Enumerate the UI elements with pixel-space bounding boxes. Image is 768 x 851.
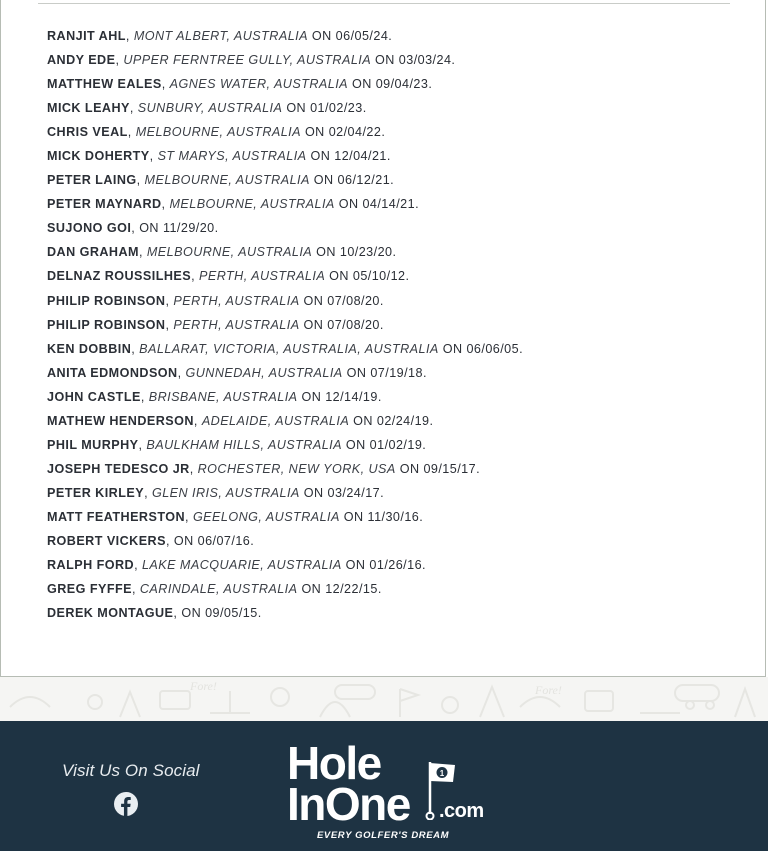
winner-name: JOSEPH TEDESCO JR [47,461,190,476]
winner-name: ROBERT VICKERS [47,533,166,548]
winner-name: RALPH FORD [47,558,135,573]
list-item: DAN GRAHAM, MELBOURNE, AUSTRALIA ON 10/23/20. [47,245,397,260]
winner-name: MATT FEATHERSTON [47,509,186,524]
winner-date: 07/08/20 [327,317,380,332]
list-item: PHILIP ROBINSON, PERTH, AUSTRALIA ON 07/08/20. [47,317,384,332]
winner-date: 07/08/20 [327,293,380,308]
list-item: JOHN CASTLE, BRISBANE, AUSTRALIA ON 12/14/19. [47,389,382,404]
list-item: DEREK MONTAGUE, ON 09/05/15. [47,606,262,621]
list-item: ANDY EDE, UPPER FERNTREE GULLY, AUSTRALIA ON 03/03/24. [47,53,456,68]
winner-name: ANITA EDMONDSON [47,365,178,380]
winner-name: MATHEW HENDERSON [47,413,194,428]
winner-location: MELBOURNE, AUSTRALIA [146,245,313,260]
logo-text-inone: InOne [287,778,410,830]
list-item: KEN DOBBIN, BALLARAT, VICTORIA, AUSTRALIA, AUSTRALIA ON 06/06/05. [47,341,524,356]
winner-location: BRISBANE, AUSTRALIA [148,389,298,404]
winner-name: MICK DOHERTY [47,149,150,164]
winner-date: 01/02/23 [310,101,363,116]
winner-date: 12/04/21 [334,149,387,164]
winner-name: PHILIP ROBINSON [47,293,166,308]
winner-location: SUNBURY, AUSTRALIA [137,101,283,116]
divider [38,3,730,4]
winner-location: MELBOURNE, AUSTRALIA [135,125,301,140]
list-item: MICK LEAHY, SUNBURY, AUSTRALIA ON 01/02/23. [47,101,367,116]
facebook-icon[interactable] [114,792,138,816]
winner-name: PHILIP ROBINSON [47,317,166,332]
winner-name: DELNAZ ROUSSILHES [47,269,192,284]
winner-name: PETER LAING [47,173,137,188]
winner-name: JOHN CASTLE [47,389,141,404]
logo-text-hole: Hole [287,737,381,789]
winner-location: ROCHESTER, NEW YORK, USA [197,461,396,476]
list-item: PHILIP ROBINSON, PERTH, AUSTRALIA ON 07/08/20. [47,293,384,308]
list-item: RANJIT AHL, MONT ALBERT, AUSTRALIA ON 06/05/24. [47,29,393,43]
winner-name: PETER KIRLEY [47,485,145,500]
list-item: PETER KIRLEY, GLEN IRIS, AUSTRALIA ON 03/24/17. [47,485,385,500]
winner-name: DAN GRAHAM [47,245,139,260]
decorative-golf-pattern [0,677,768,721]
winner-date: 01/02/19 [369,437,423,452]
winner-location: ST MARYS, AUSTRALIA [157,149,307,164]
winner-location: AGNES WATER, AUSTRALIA [169,77,348,92]
winner-date: 01/26/16 [369,558,423,573]
winner-location: BAULKHAM HILLS, AUSTRALIA [146,437,342,452]
winner-location: BALLARAT, VICTORIA, AUSTRALIA, AUSTRALIA [139,341,439,356]
winner-date: 09/05/15 [205,606,258,621]
winner-name: SUJONO GOI [47,221,132,236]
winner-name: KEN DOBBIN [47,341,132,356]
winner-date: 06/07/16 [197,533,251,548]
winner-name: PETER MAYNARD [47,197,162,212]
svg-text:Fore!: Fore! [535,683,562,697]
winner-name: RANJIT AHL [47,29,126,43]
site-footer [0,721,768,851]
list-item: PHIL MURPHY, BAULKHAM HILLS, AUSTRALIA ON 01/02/19. [47,437,427,452]
winner-date: 02/24/19 [376,413,430,428]
list-item: RALPH FORD, LAKE MACQUARIE, AUSTRALIA ON 01/26/16. [47,558,426,573]
winners-list [47,27,523,628]
list-item: PETER MAYNARD, MELBOURNE, AUSTRALIA ON 04/14/21. [47,197,420,212]
winner-name: GREG FYFFE [47,582,132,597]
list-item: MICK DOHERTY, ST MARYS, AUSTRALIA ON 12/04/21. [47,149,391,164]
winner-date: 11/29/20 [162,221,215,236]
winner-location: CARINDALE, AUSTRALIA [139,582,298,597]
winner-date: 03/24/17 [327,485,381,500]
winner-location: LAKE MACQUARIE, AUSTRALIA [141,558,342,573]
winner-location: ADELAIDE, AUSTRALIA [201,413,350,428]
list-item: MATTHEW EALES, AGNES WATER, AUSTRALIA ON 09/04/23. [47,77,433,92]
list-item: JOSEPH TEDESCO JR, ROCHESTER, NEW YORK, USA ON 09/15/17. [47,461,481,476]
winner-date: 04/14/21 [362,197,416,212]
winner-location: UPPER FERNTREE GULLY, AUSTRALIA [123,53,372,68]
svg-text:Fore!: Fore! [190,679,217,693]
list-item: MATHEW HENDERSON, ADELAIDE, AUSTRALIA ON 02/24/19. [47,413,434,428]
winner-date: 09/15/17 [423,461,477,476]
winner-name: MATTHEW EALES [47,77,162,92]
social-label: Visit Us On Social [62,761,200,780]
winner-location: GLEN IRIS, AUSTRALIA [151,485,300,500]
winner-name: ANDY EDE [47,53,116,68]
logo-text-com: .com [439,800,484,822]
logo-tagline: EVERY GOLFER'S DREAM [317,830,450,841]
winner-name: PHIL MURPHY [47,437,139,452]
winner-date: 10/23/20 [339,245,393,260]
winner-date: 09/04/23 [375,77,429,92]
winner-location: PERTH, AUSTRALIA [173,317,300,332]
winner-name: DEREK MONTAGUE [47,606,174,621]
winner-date: 05/10/12 [352,269,406,284]
golf-doodle-pattern [0,677,768,721]
winner-location: MONT ALBERT, AUSTRALIA [133,29,308,43]
winner-name: MICK LEAHY [47,101,130,116]
winner-date: 06/12/21 [337,173,391,188]
winner-location: PERTH, AUSTRALIA [173,293,300,308]
winner-date: 07/19/18 [370,365,423,380]
list-item: ROBERT VICKERS, ON 06/07/16. [47,533,255,548]
winner-name: CHRIS VEAL [47,125,128,140]
winner-date: 12/14/19 [325,389,378,404]
list-item: SUJONO GOI, ON 11/29/20. [47,221,219,236]
list-item: GREG FYFFE, CARINDALE, AUSTRALIA ON 12/22/15. [47,582,382,597]
list-item: PETER LAING, MELBOURNE, AUSTRALIA ON 06/12/21. [47,173,395,188]
list-item: DELNAZ ROUSSILHES, PERTH, AUSTRALIA ON 05/10/12. [47,269,410,284]
winner-location: MELBOURNE, AUSTRALIA [169,197,335,212]
list-item: MATT FEATHERSTON, GEELONG, AUSTRALIA ON 11/30/16. [47,509,424,524]
winner-location: GEELONG, AUSTRALIA [192,509,340,524]
winner-date: 12/22/15 [325,582,378,597]
winner-location: GUNNEDAH, AUSTRALIA [185,365,343,380]
winner-location: MELBOURNE, AUSTRALIA [144,173,310,188]
flag-number: 1 [439,769,445,778]
winner-date: 06/06/05 [466,341,520,356]
list-item: ANITA EDMONDSON, GUNNEDAH, AUSTRALIA ON 07/19/18. [47,365,427,380]
winner-date: 06/05/24 [335,29,389,43]
winner-date: 02/04/22 [328,125,382,140]
winner-date: 11/30/16 [367,509,420,524]
winner-location: PERTH, AUSTRALIA [199,269,326,284]
list-item: CHRIS VEAL, MELBOURNE, AUSTRALIA ON 02/04/22. [47,125,386,140]
winner-date: 03/03/24 [398,53,452,68]
